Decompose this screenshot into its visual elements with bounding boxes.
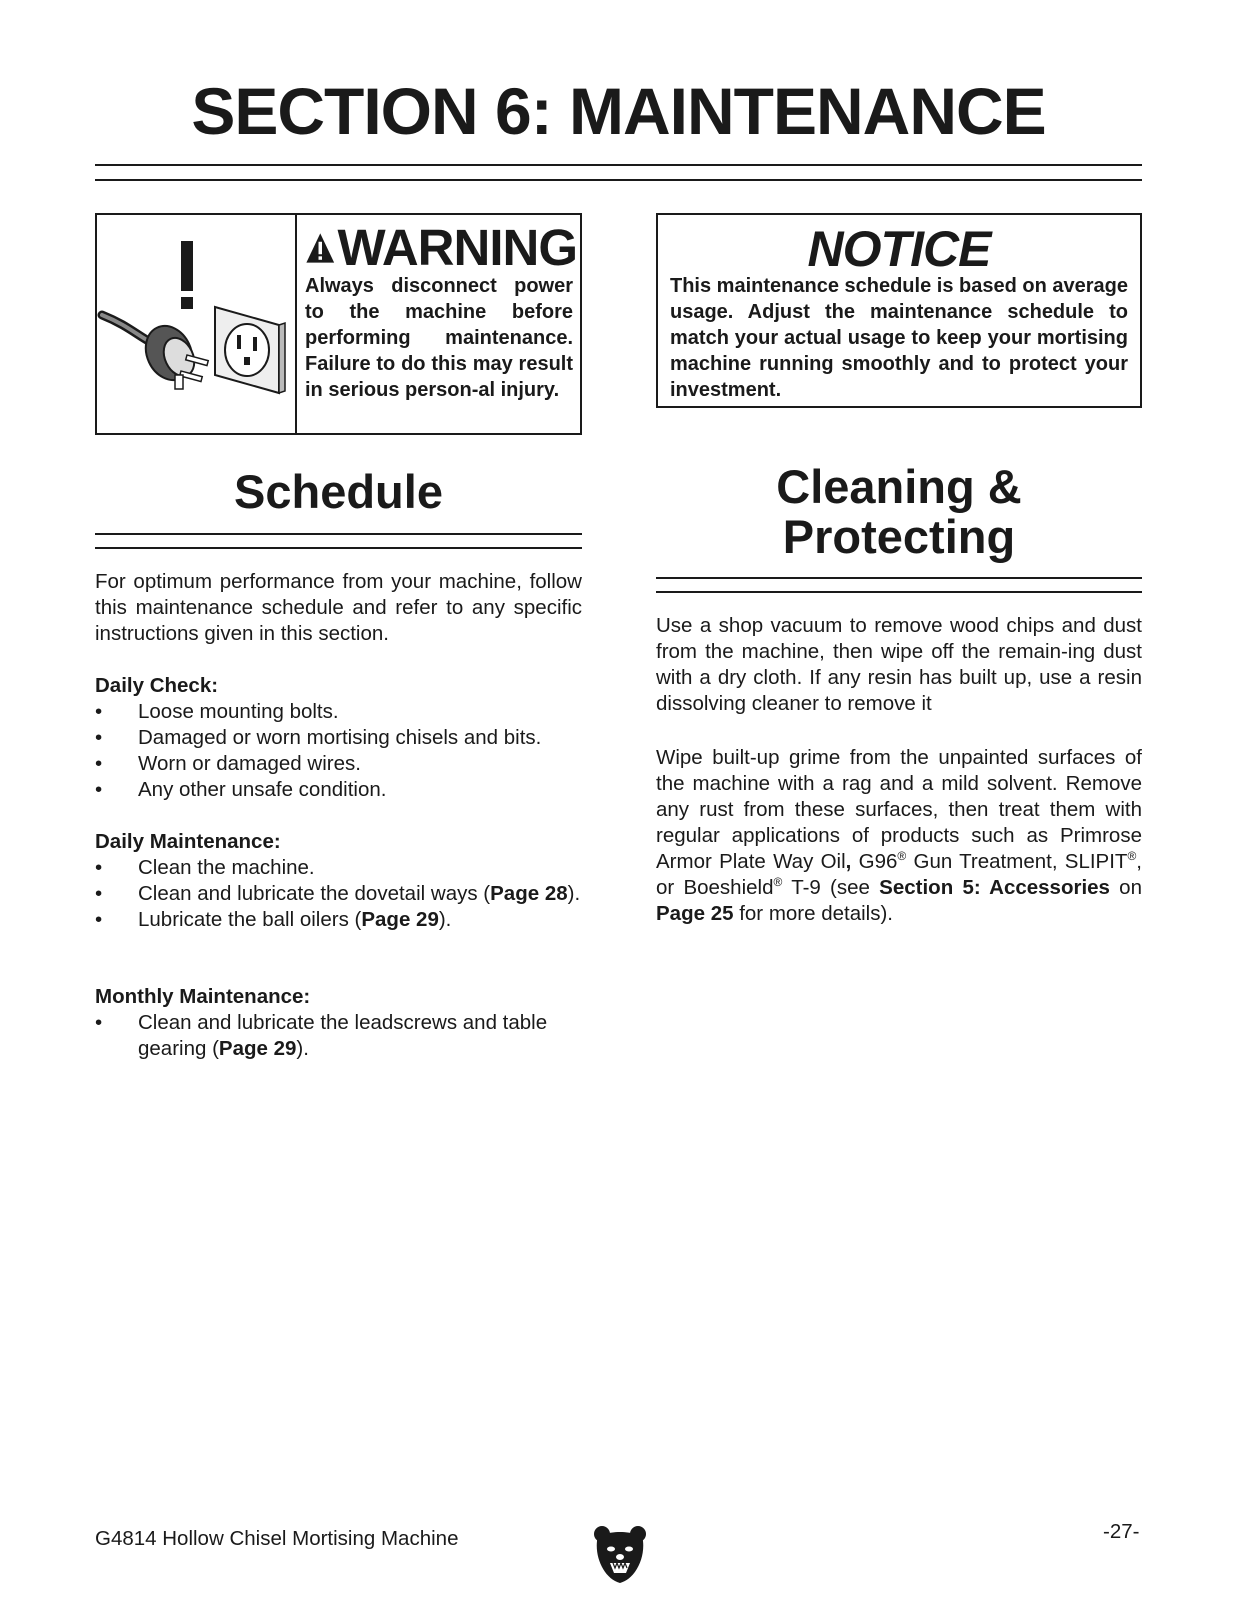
list-item: • Worn or damaged wires.	[95, 751, 585, 777]
daily-check-section	[95, 673, 585, 803]
schedule-intro: For optimum performance from your machine, follow this maintenance schedule and refer to any specific instructions given in this section.	[95, 570, 582, 645]
daily-maintenance-label: Daily Maintenance:	[95, 830, 281, 853]
notice-heading: NOTICE	[807, 221, 991, 277]
cleaning-heading	[656, 462, 1142, 562]
daily-check-list	[95, 699, 585, 803]
cleaning-heading-line1: Cleaning &	[776, 460, 1022, 513]
list-item: • Loose mounting bolts.	[95, 699, 585, 725]
warning-heading-label: WARNING	[337, 219, 577, 276]
cleaning-rule-top	[656, 577, 1142, 579]
list-item: • Clean and lubricate the dovetail ways (Page 28).	[95, 881, 585, 907]
cleaning-para1: Use a shop vacuum to remove wood chips and dust from the machine, then wipe off the remain-ing dust with a dry cloth. If any resin has built up, use a resin dissolving cleaner to remove it	[656, 614, 1142, 715]
bear-head-logo	[593, 1525, 647, 1585]
list-item: • Any other unsafe condition.	[95, 777, 585, 803]
daily-check-label: Daily Check:	[95, 674, 219, 697]
cleaning-heading-line2: Protecting	[782, 510, 1016, 563]
cleaning-para2: Wipe built-up grime from the unpainted surfaces of the machine with a rag and a mild solvent. Remove any rust from these surfaces, then treat them with regular applications of products such as Primrose Armor Plate Way Oil, G96® Gun Treatment, SLIPIT®, or Boeshield® T-9 (see Section 5: Accessories on Page 25 for more details).	[656, 746, 1142, 925]
page-reference: Page 25	[656, 902, 734, 925]
page-title: SECTION 6: MAINTENANCE	[191, 74, 1046, 148]
daily-maintenance-section	[95, 829, 585, 933]
monthly-maintenance-list	[95, 1010, 585, 1062]
list-item: • Damaged or worn mortising chisels and bits.	[95, 725, 585, 751]
page-reference: Page 29	[218, 1037, 297, 1060]
cleaning-rule-bottom	[656, 591, 1142, 593]
plug-and-outlet-icon	[97, 215, 297, 433]
section-reference: Section 5: Accessories	[879, 876, 1110, 899]
warning-box	[95, 213, 582, 435]
monthly-maintenance-label: Monthly Maintenance:	[95, 985, 311, 1008]
schedule-heading: Schedule	[234, 465, 443, 518]
title-rule-top	[95, 164, 1142, 166]
notice-text: This maintenance schedule is based on average usage. Adjust the maintenance schedule to match your actual usage to keep your mortising machine running smoothly and to protect your investment.	[670, 275, 1128, 401]
schedule-rule-bottom	[95, 547, 582, 549]
daily-maintenance-list	[95, 855, 585, 933]
list-item: • Clean and lubricate the leadscrews and table gearing (Page 29).	[95, 1010, 585, 1062]
page-number: -27-	[1103, 1520, 1140, 1543]
schedule-rule-top	[95, 533, 582, 535]
page-reference: Page 29	[361, 908, 439, 931]
warning-text: Always disconnect power to the machine before performing maintenance. Failure to do this may result in serious person-al injury.	[305, 275, 573, 401]
page-reference: Page 28	[490, 882, 568, 905]
title-rule-bottom	[95, 179, 1142, 181]
notice-box	[656, 213, 1142, 408]
exclamation-triangle-icon	[305, 225, 336, 271]
footer-model: G4814 Hollow Chisel Mortising Machine	[95, 1527, 459, 1550]
warning-heading	[305, 221, 577, 275]
list-item: • Clean the machine.	[95, 855, 585, 881]
monthly-maintenance-section	[95, 984, 585, 1062]
list-item: • Lubricate the ball oilers (Page 29).	[95, 907, 585, 933]
